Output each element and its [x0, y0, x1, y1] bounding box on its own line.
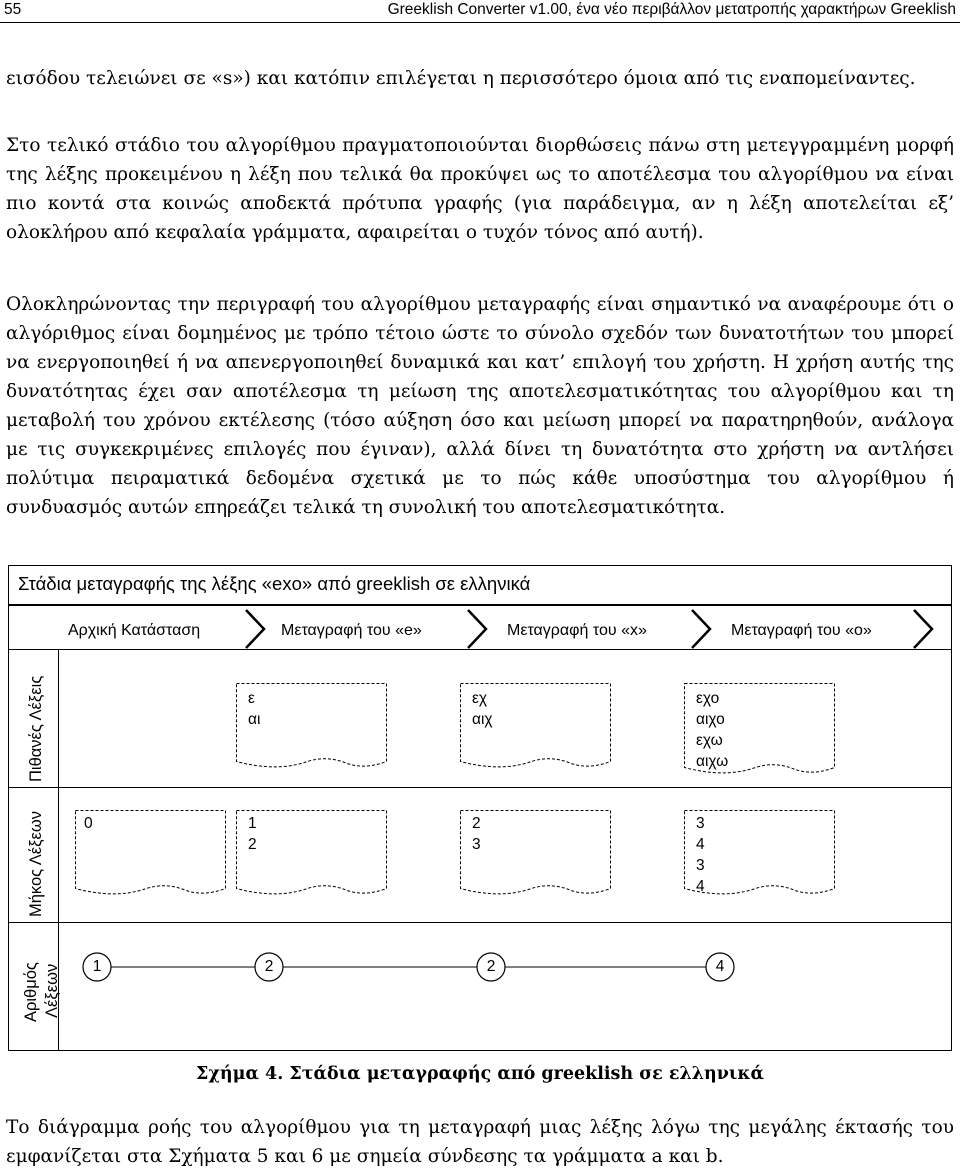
possible-word: ε: [248, 690, 255, 707]
word-length-cell: [248, 813, 257, 855]
possible-word: εχ: [472, 690, 488, 707]
possible-word: εχο: [696, 690, 720, 707]
possible-words-cell: [472, 688, 493, 730]
row-label-word-count-line1: Αριθμός: [22, 962, 40, 1022]
possible-word: αιχο: [696, 711, 725, 728]
word-length: 4: [696, 836, 705, 853]
running-title: Greeklish Converter v1.00, ένα νέο περιβάλλον μετατροπής χαρακτήρων Greeklish: [387, 1, 956, 18]
word-length: 4: [696, 878, 705, 895]
stage-label-x: Μεταγραφή του «x»: [507, 622, 647, 639]
word-length: 1: [248, 815, 257, 832]
word-length-cell: [696, 813, 705, 897]
possible-word: αι: [248, 711, 261, 728]
figure-caption: Σχήμα 4. Στάδια μεταγραφής από greeklish σε ελληνικά: [196, 1064, 764, 1084]
word-length: 3: [696, 815, 705, 832]
paragraph: Ολοκληρώνοντας την περιγραφή του αλγορίθμου μεταγραφής είναι σημαντικό να αναφέρουμε ότι ο αλγόριθμος είναι δομημένος με τρόπο τέτοιο ώστε το σύνολο σχεδόν των δυνατοτήτων του μπορεί να ενεργοποιηθεί ή να απενεργοποιηθεί δυναμικά και κατ’ επιλογή του χρήστη. Η χρήση αυτής της δυνατότητας έχει σαν αποτέλεσμα τη μείωση της αποτελεσματικότητας του αλγορίθμου και τη μεταβολή του χρόνου εκτέλεσης (τόσο αύξηση όσο και μείωση μπορεί να παρατηρηθούν, ανάλογα με τις συγκεκριμένες επιλογές που έγιναν), αλλά δίνει τη δυνατότητα στο χρήστη να αντλήσει πολύτιμα πειραματικά δεδομένα σχετικά με το πώς κάθε υποσύστημα του αλγορίθμου ή συνδυασμός αυτών επηρεάζει τελικά τη συνολική του αποτελεσματικότητα.: [6, 294, 954, 518]
word-length: 0: [84, 815, 93, 832]
possible-words-cell: [248, 688, 260, 730]
page-number: 55: [4, 1, 22, 18]
word-length: 3: [696, 857, 705, 874]
stage-label-e: Μεταγραφή του «e»: [281, 622, 422, 639]
word-count: 1: [92, 958, 102, 975]
word-length: 2: [472, 815, 481, 832]
word-length-cell: [472, 813, 481, 855]
word-length: 2: [248, 836, 257, 853]
word-count: 4: [715, 958, 725, 975]
word-length: 3: [472, 836, 481, 853]
stage-label-initial: Αρχική Κατάσταση: [68, 622, 201, 639]
possible-word: αιχω: [696, 753, 729, 770]
word-length-cell: [84, 813, 93, 834]
possible-word: αιχ: [472, 711, 493, 728]
row-label-word-count-line2: Λέξεων: [43, 963, 61, 1018]
word-count: 2: [264, 958, 274, 975]
possible-word: εχω: [696, 732, 723, 749]
paragraph: εισόδου τελειώνει σε «s») και κατόπιν επιλέγεται η περισσότερο όμοια από τις εναπομείναντες.: [6, 68, 916, 89]
paragraph: Το διάγραμμα ροής του αλγορίθμου για τη μεταγραφή μιας λέξης λόγω της μεγάλης έκτασής του εμφανίζεται στα Σχήματα 5 και 6 με σημεία σύνδεσης τα γράμματα a και b.: [6, 1117, 954, 1167]
stage-label-o: Μεταγραφή του «o»: [731, 622, 872, 639]
row-label-word-length: Μήκος Λέξεων: [27, 810, 45, 917]
row-label-possible-words: Πιθανές Λέξεις: [27, 675, 45, 782]
possible-words-cell: [696, 688, 728, 772]
figure-title: Στάδια μεταγραφής της λέξης «exo» από greeklish σε ελληνικά: [8, 565, 952, 605]
word-count: 2: [486, 958, 496, 975]
paragraph: Στο τελικό στάδιο του αλγορίθμου πραγματοποιούνται διορθώσεις πάνω στη μετεγγραμμένη μορφή της λέξης προκειμένου η λέξη που τελικά θα προκύψει ως το αποτέλεσμα του αλγορίθμου να είναι πιο κοντά στα κοινώς αποδεκτά πρότυπα γραφής (για παράδειγμα, αν η λέξη αποτελείται εξ’ ολοκλήρου από κεφαλαία γράμματα, αφαιρείται ο τυχόν τόνος από αυτή).: [6, 135, 954, 243]
